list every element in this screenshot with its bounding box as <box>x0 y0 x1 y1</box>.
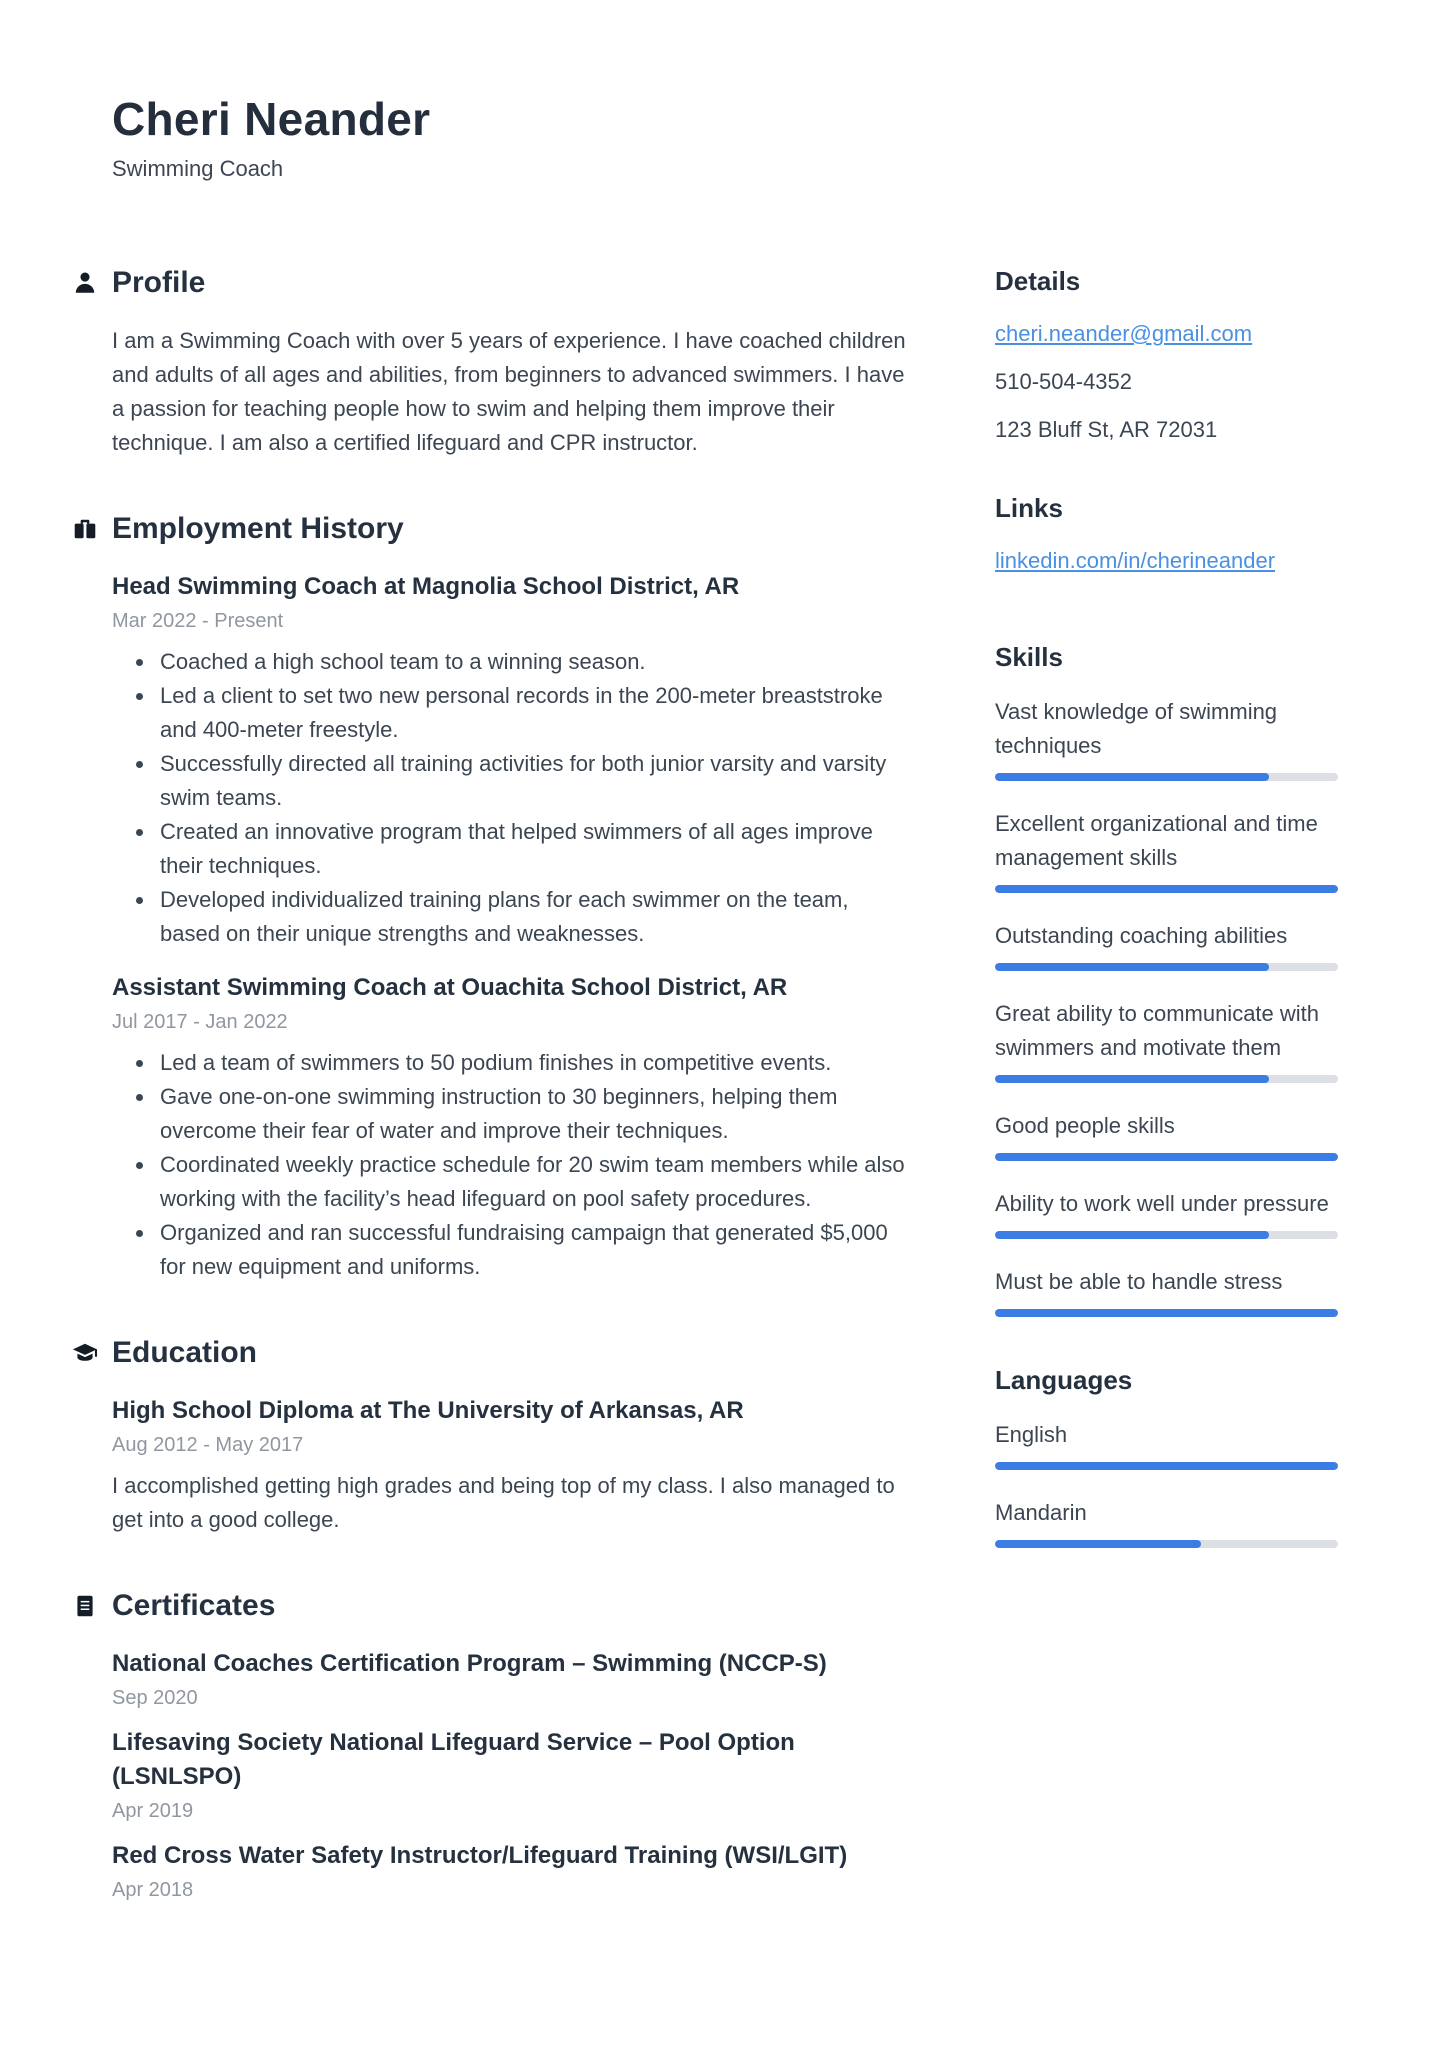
job-list <box>112 570 912 1284</box>
certificate-dates: Apr 2018 <box>112 1879 194 1901</box>
section-employment <box>112 512 912 1284</box>
language-bar-fill <box>995 1462 1338 1470</box>
job-subtitle: Swimming Coach <box>112 156 284 181</box>
languages-section <box>995 1365 1338 1548</box>
languages-heading: Languages <box>995 1365 1133 1395</box>
certificates-heading: Certificates <box>112 1589 276 1622</box>
skill-label: Great ability to communicate with swimmers and motivate them <box>995 1001 1320 1060</box>
person-icon <box>72 270 98 296</box>
language-bar <box>995 1462 1338 1470</box>
briefcase-icon <box>72 516 98 542</box>
skill-bar <box>995 773 1338 781</box>
skill-bar <box>995 1153 1338 1161</box>
certificate-icon <box>72 1593 98 1619</box>
skill-item <box>995 807 1338 893</box>
skill-label: Outstanding coaching abilities <box>995 923 1288 948</box>
section-profile <box>112 266 912 460</box>
skill-bar <box>995 1309 1338 1317</box>
job-bullet: • Successfully directed all training activities for both junior varsity and varsity swim teams. <box>156 747 912 815</box>
skill-item <box>995 1265 1338 1317</box>
job-title: Assistant Swimming Coach at Ouachita School District, AR <box>112 974 788 1001</box>
skill-label: Vast knowledge of swimming techniques <box>995 699 1278 758</box>
job-bullet: • Gave one-on-one swimming instruction to 30 beginners, helping them overcome their fear of water and improve their techniques. <box>156 1080 912 1148</box>
job-entry <box>112 570 912 951</box>
skill-label: Ability to work well under pressure <box>995 1191 1329 1216</box>
skills-heading: Skills <box>995 642 1063 672</box>
page-title: Cheri Neander <box>112 93 431 145</box>
skills-section <box>995 642 1338 1317</box>
content-columns <box>112 266 1338 1954</box>
skill-bar-fill <box>995 885 1338 893</box>
education-dates: Aug 2012 - May 2017 <box>112 1434 304 1456</box>
links-heading: Links <box>995 493 1063 523</box>
profile-section-header <box>72 266 912 300</box>
job-dates: Mar 2022 - Present <box>112 610 284 632</box>
skill-bar-fill <box>995 1153 1338 1161</box>
job-dates: Jul 2017 - Jan 2022 <box>112 1011 288 1033</box>
skill-item <box>995 1109 1338 1161</box>
language-label: English <box>995 1422 1068 1447</box>
skill-item <box>995 1187 1338 1239</box>
certificate-dates: Apr 2019 <box>112 1800 194 1822</box>
certificate-entry <box>112 1726 912 1823</box>
skill-label: Excellent organizational and time management skills <box>995 811 1318 870</box>
language-label: Mandarin <box>995 1500 1087 1525</box>
employment-heading: Employment History <box>112 512 404 545</box>
skill-bar <box>995 1231 1338 1239</box>
sidebar <box>995 266 1338 1596</box>
phone-number: 510-504-4352 <box>995 369 1133 394</box>
skill-label: Must be able to handle stress <box>995 1269 1283 1294</box>
language-list <box>995 1418 1338 1548</box>
skill-item <box>995 695 1338 781</box>
education-list <box>112 1394 912 1537</box>
education-description: I accomplished getting high grades and being top of my class. I also managed to get into a good college. <box>112 1473 895 1532</box>
job-bullet: • Developed individualized training plans for each swimmer on the team, based on their unique strengths and weaknesses. <box>156 883 912 951</box>
language-bar-fill <box>995 1540 1201 1548</box>
education-entry <box>112 1394 912 1537</box>
main-column <box>112 266 912 1954</box>
language-item <box>995 1418 1338 1470</box>
section-education <box>112 1336 912 1537</box>
employment-section-header <box>72 512 912 546</box>
email-link[interactable]: cheri.neander@gmail.com <box>995 321 1253 346</box>
skill-bar <box>995 1075 1338 1083</box>
certificate-entry <box>112 1647 912 1710</box>
education-title: High School Diploma at The University of Arkansas, AR <box>112 1397 744 1424</box>
skill-bar-fill <box>995 1075 1269 1083</box>
job-entry <box>112 971 912 1284</box>
job-bullet: • Coached a high school team to a winning season. <box>156 645 912 679</box>
job-bullet: • Led a client to set two new personal records in the 200-meter breaststroke and 400-meter freestyle. <box>156 679 912 747</box>
skill-bar-fill <box>995 963 1269 971</box>
job-bullets <box>112 1046 912 1284</box>
language-item <box>995 1496 1338 1548</box>
job-title: Head Swimming Coach at Magnolia School District, AR <box>112 573 740 600</box>
certificate-title: Red Cross Water Safety Instructor/Lifeguard Training (WSI/LGIT) <box>112 1842 848 1869</box>
linkedin-link[interactable]: linkedin.com/in/cherineander <box>995 548 1276 573</box>
skill-bar-fill <box>995 1231 1269 1239</box>
job-bullet: • Created an innovative program that helped swimmers of all ages improve their techniques. <box>156 815 912 883</box>
education-section-header <box>72 1336 912 1370</box>
address: 123 Bluff St, AR 72031 <box>995 417 1218 442</box>
details-section <box>995 266 1338 445</box>
section-certificates <box>112 1589 912 1902</box>
skill-bar <box>995 885 1338 893</box>
job-bullet: • Coordinated weekly practice schedule for 20 swim team members while also working with the facility’s head lifeguard on pool safety procedures. <box>156 1148 912 1216</box>
skill-bar <box>995 963 1338 971</box>
certificate-entry <box>112 1839 912 1902</box>
profile-text: I am a Swimming Coach with over 5 years of experience. I have coached children and adults of all ages and abilities, from beginners to advanced swimmers. I have a passion for teaching people how to swim and helping them improve their technique. I am also a certified lifeguard and CPR instructor. <box>112 328 906 455</box>
job-bullets <box>112 645 912 951</box>
header <box>112 92 1338 182</box>
profile-heading: Profile <box>112 266 206 299</box>
links-section <box>995 493 1338 594</box>
skill-label: Good people skills <box>995 1113 1175 1138</box>
education-heading: Education <box>112 1336 258 1369</box>
job-bullet: • Organized and ran successful fundraising campaign that generated $5,000 for new equipment and uniforms. <box>156 1216 912 1284</box>
certificate-title: National Coaches Certification Program – Swimming (NCCP-S) <box>112 1650 827 1677</box>
skill-bar-fill <box>995 773 1269 781</box>
skill-item <box>995 997 1338 1083</box>
skill-bar-fill <box>995 1309 1338 1317</box>
skill-list <box>995 695 1338 1317</box>
language-bar <box>995 1540 1338 1548</box>
certificates-section-header <box>72 1589 912 1623</box>
certificate-title: Lifesaving Society National Lifeguard Service – Pool Option (LSNLSPO) <box>112 1729 795 1790</box>
skill-item <box>995 919 1338 971</box>
certificate-dates: Sep 2020 <box>112 1687 198 1709</box>
certificate-list <box>112 1647 912 1902</box>
job-bullet: • Led a team of swimmers to 50 podium finishes in competitive events. <box>156 1046 912 1080</box>
details-heading: Details <box>995 266 1081 296</box>
graduation-cap-icon <box>72 1340 98 1366</box>
